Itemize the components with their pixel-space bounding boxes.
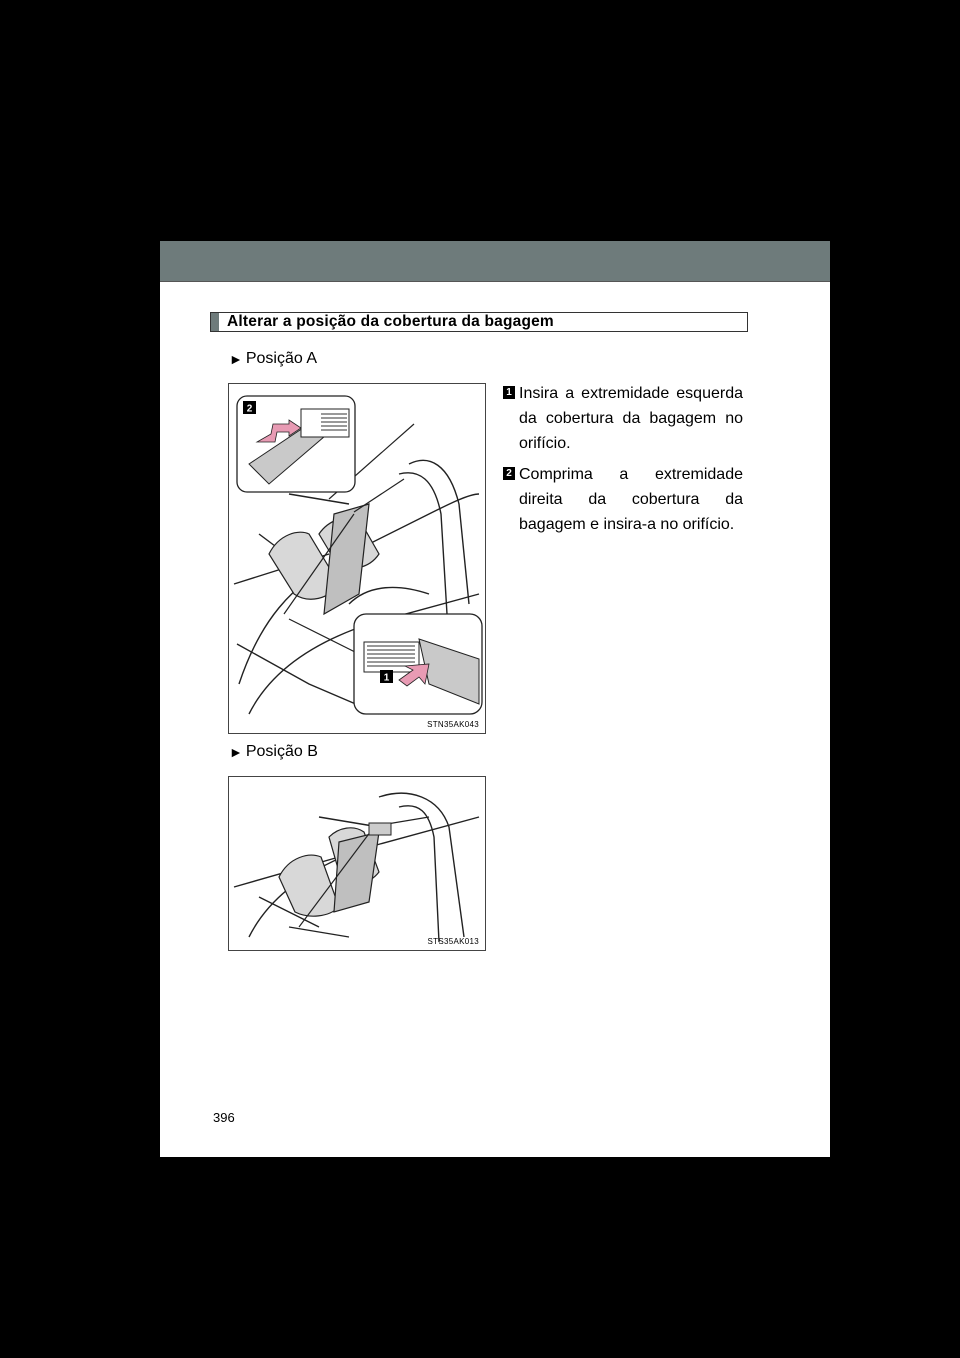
figure-b-code: STS35AK013 (427, 937, 479, 946)
heading-accent-bar (211, 313, 219, 331)
triangle-bullet-icon: ► (229, 744, 243, 760)
position-a-text: Posição A (245, 350, 318, 367)
trunk-cover-illustration-a (229, 384, 486, 734)
step-item (503, 462, 743, 537)
svg-text:2: 2 (246, 403, 253, 415)
page-header-bar (160, 241, 830, 282)
svg-text:1: 1 (383, 672, 390, 684)
step-text: Comprima a extremidade direita da cobertura da bagagem e insira-a no orifício. (519, 466, 743, 533)
position-b-text: Posição B (245, 743, 318, 760)
instruction-steps (503, 381, 743, 543)
page-number: 396 (213, 1110, 235, 1125)
figure-a-code: STN35AK043 (427, 720, 479, 729)
manual-page (160, 241, 830, 1157)
trunk-cover-illustration-b (229, 777, 486, 951)
position-b-label (229, 743, 318, 761)
figure-position-b (228, 776, 486, 951)
step-number-badge: 1 (503, 386, 515, 399)
step-number-badge: 2 (503, 467, 515, 480)
triangle-bullet-icon: ► (229, 351, 243, 367)
section-heading-text: Alterar a posição da cobertura da bagagem (227, 313, 554, 330)
step-item (503, 381, 743, 456)
figure-position-a (228, 383, 486, 734)
position-a-label (229, 350, 317, 368)
step-text: Insira a extremidade esquerda da cobertura da bagagem no orifício. (519, 385, 743, 452)
section-heading (210, 312, 748, 332)
